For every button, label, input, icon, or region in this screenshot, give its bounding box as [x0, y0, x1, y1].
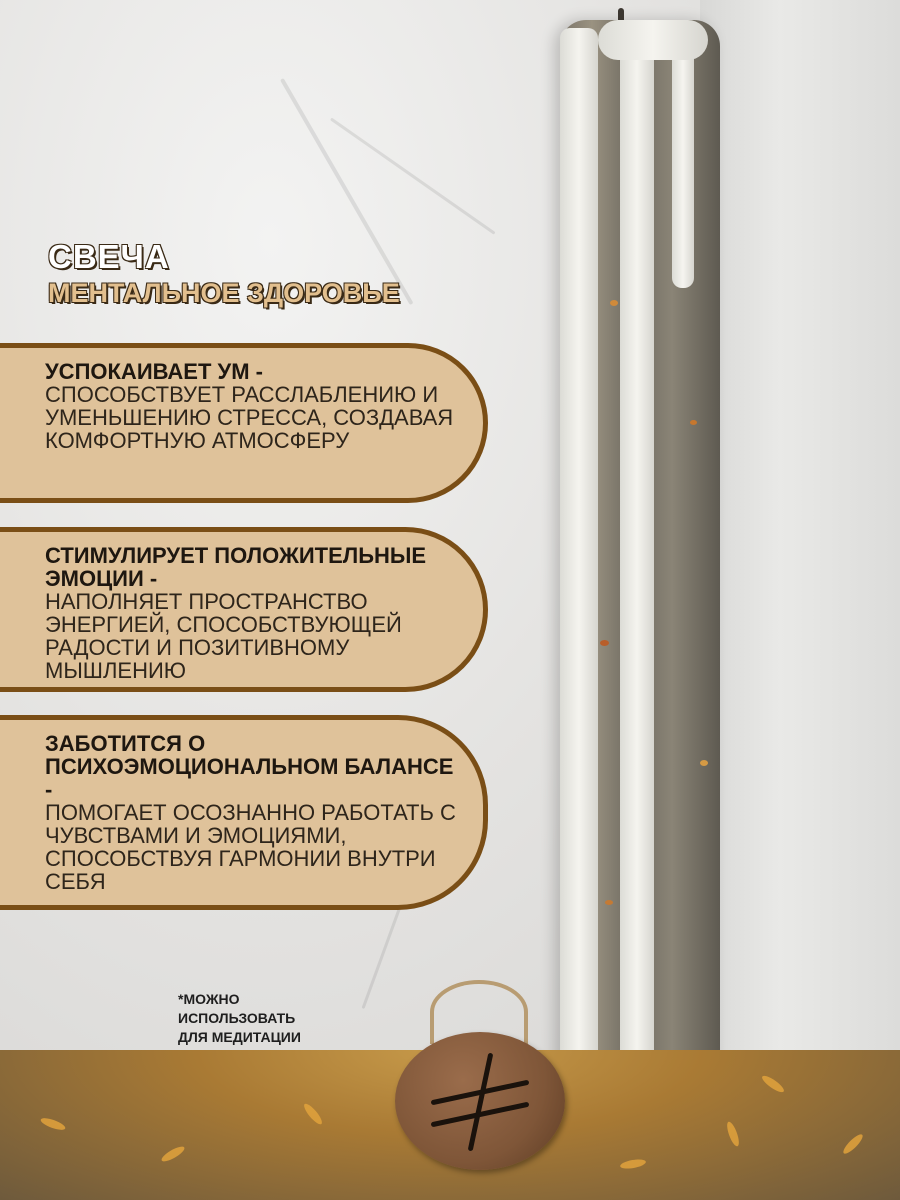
wax-drip: [598, 20, 708, 60]
benefit-heading: СТИМУЛИРУЕТ ПОЛОЖИТЕЛЬНЫЕ ЭМОЦИИ -: [45, 543, 427, 591]
marble-vein: [280, 78, 413, 305]
title-line1: СВЕЧА: [48, 238, 170, 275]
herb-speck: [605, 900, 613, 905]
note-line: ДЛЯ МЕДИТАЦИИ: [178, 1029, 301, 1045]
note-line: ИСПОЛЬЗОВАТЬ: [178, 1010, 296, 1026]
benefit-heading: УСПОКАИВАЕТ УМ -: [45, 359, 263, 384]
benefit-heading: ЗАБОТИТСЯ О ПСИХОЭМОЦИОНАЛЬНОМ БАЛАНСЕ -: [45, 731, 454, 802]
benefit-text: НАПОЛНЯЕТ ПРОСТРАНСТВО ЭНЕРГИЕЙ, СПОСОБСТВУЮЩЕЙ РАДОСТИ И ПОЗИТИВНОМУ МЫШЛЕНИЮ: [45, 589, 402, 683]
wax-drip: [560, 28, 598, 1128]
rune-line: [468, 1053, 494, 1152]
herb-speck: [600, 640, 609, 646]
herb-speck: [700, 760, 708, 766]
meditation-note: [178, 990, 301, 1047]
title-line2: МЕНТАЛЬНОЕ ЗДОРОВЬЕ: [48, 278, 400, 308]
note-line: *МОЖНО: [178, 991, 240, 1007]
wax-drip: [620, 28, 654, 1118]
wax-drip: [672, 28, 694, 288]
benefit-card-2: [0, 527, 488, 692]
benefit-card-3: [0, 715, 488, 910]
wooden-rune-tag: [395, 1032, 565, 1170]
benefit-card-1: [0, 343, 488, 503]
wall-corner: [700, 0, 900, 1050]
herb-speck: [690, 420, 697, 425]
herb-speck: [610, 300, 618, 306]
benefit-text: ПОМОГАЕТ ОСОЗНАННО РАБОТАТЬ С ЧУВСТВАМИ И ЭМОЦИЯМИ, СПОСОБСТВУЯ ГАРМОНИИ ВНУТРИ СЕБЯ: [45, 800, 456, 894]
benefit-text: СПОСОБСТВУЕТ РАССЛАБЛЕНИЮ И УМЕНЬШЕНИЮ СТРЕССА, СОЗДАВАЯ КОМФОРТНУЮ АТМОСФЕРУ: [45, 382, 454, 453]
marble-vein: [330, 118, 496, 235]
